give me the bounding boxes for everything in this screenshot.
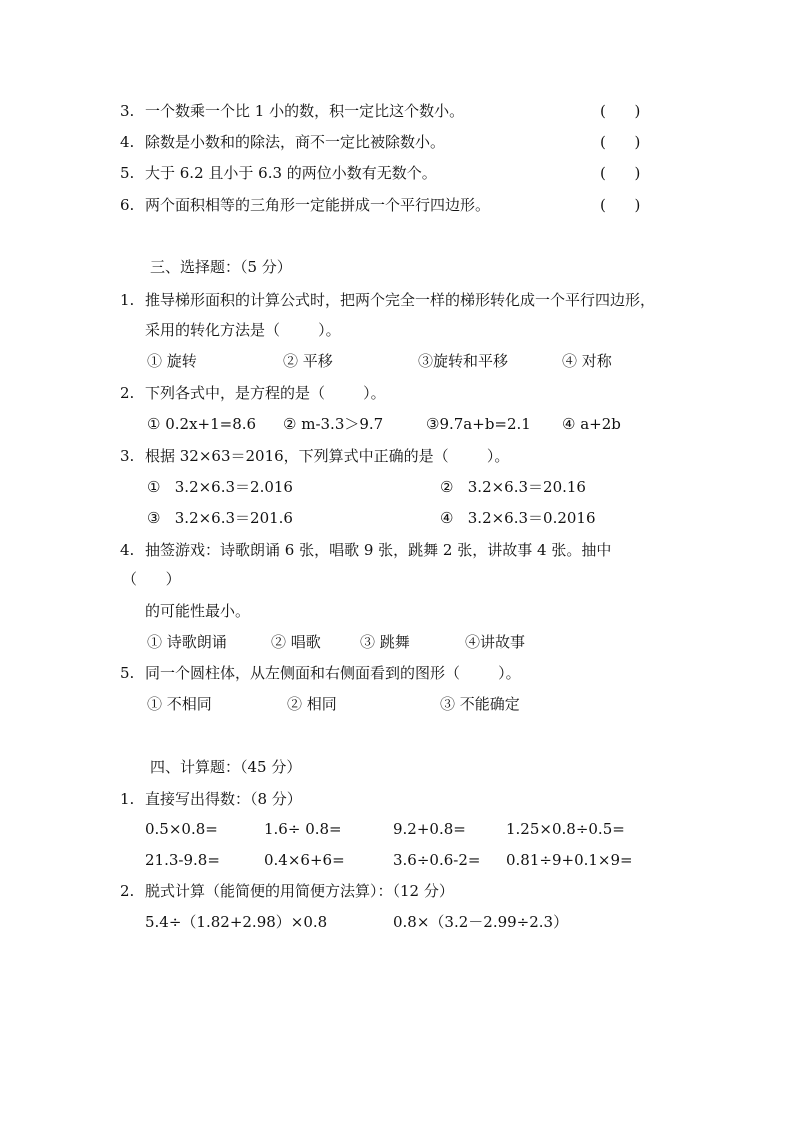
calc-q1-expr-8: 0.81÷9+0.1×9= (506, 851, 633, 869)
calc-q2-title: 脱式计算（能简便的用简便方法算）：（12 分） (145, 882, 454, 900)
calc-q1-expr-5: 21.3-9.8= (145, 851, 220, 869)
choice-q5-option-3: ③ 不能确定 (440, 695, 520, 713)
choice-q4-option-2: ② 唱歌 (271, 633, 321, 651)
choice-q3-option-4: ④ 3.2×6.3＝0.2016 (440, 509, 596, 527)
calc-q1-expr-4: 1.25×0.8÷0.5= (506, 820, 625, 838)
judgment-item-3-answer-paren: ( ) (600, 102, 641, 120)
calc-q2-expr-1: 5.4÷（1.82+2.98）×0.8 (145, 913, 328, 931)
choice-q4-text-line2: 的可能性最小。 (145, 602, 251, 620)
choice-q4-answer-paren: （ ） (122, 570, 181, 588)
choice-q4-option-1: ① 诗歌朗诵 (147, 633, 227, 651)
choice-q4-text-line1: 抽签游戏：诗歌朗诵 6 张，唱歌 9 张，跳舞 2 张，讲故事 4 张。抽中 (145, 541, 612, 559)
choice-q1-number: 1. (120, 291, 135, 309)
choice-q4-option-3: ③ 跳舞 (360, 633, 410, 651)
judgment-item-3-text: 一个数乘一个比 1 小的数，积一定比这个数小。 (145, 102, 465, 120)
choice-q1-option-1: ① 旋转 (147, 352, 197, 370)
choice-q2-option-2: ② m-3.3＞9.7 (283, 415, 384, 433)
choice-q1-text-line1: 推导梯形面积的计算公式时，把两个完全一样的梯形转化成一个平行四边形， (145, 291, 656, 309)
judgment-item-5-number: 5. (120, 164, 135, 182)
choice-q2-option-4: ④ a+2b (562, 415, 621, 433)
choice-q2-number: 2. (120, 384, 135, 402)
choice-q5-text: 同一个圆柱体，从左侧面和右侧面看到的图形（ ）。 (145, 664, 521, 682)
calc-q1-expr-2: 1.6÷ 0.8= (264, 820, 342, 838)
judgment-item-5-answer-paren: ( ) (600, 164, 641, 182)
judgment-item-6-number: 6. (120, 196, 135, 214)
choice-q1-option-3: ③旋转和平移 (418, 352, 509, 370)
calc-q2-expr-2: 0.8×（3.2－2.99÷2.3） (393, 913, 569, 931)
judgment-item-6-answer-paren: ( ) (600, 196, 641, 214)
choice-q4-number: 4. (120, 541, 135, 559)
choice-q1-option-4: ④ 对称 (562, 352, 612, 370)
choice-q3-option-2: ② 3.2×6.3＝20.16 (440, 478, 586, 496)
calc-q1-expr-3: 9.2+0.8= (393, 820, 466, 838)
calc-q2-number: 2. (120, 882, 135, 900)
choice-q3-text: 根据 32×63＝2016，下列算式中正确的是（ ）。 (145, 447, 510, 465)
choice-q5-option-1: ① 不相同 (147, 695, 212, 713)
judgment-item-4-answer-paren: ( ) (600, 133, 641, 151)
choice-q2-option-1: ① 0.2x+1=8.6 (147, 415, 257, 433)
calc-q1-expr-1: 0.5×0.8= (145, 820, 218, 838)
choice-q3-option-1: ① 3.2×6.3＝2.016 (147, 478, 293, 496)
calc-q1-number: 1. (120, 790, 135, 808)
choice-q1-option-2: ② 平移 (283, 352, 333, 370)
choice-q1-text-line2: 采用的转化方法是（ ）。 (145, 321, 341, 339)
choice-q5-number: 5. (120, 664, 135, 682)
choice-q5-option-2: ② 相同 (287, 695, 337, 713)
calc-q1-expr-7: 3.6÷0.6-2= (393, 851, 481, 869)
choice-q3-option-3: ③ 3.2×6.3＝201.6 (147, 509, 293, 527)
choice-q2-text: 下列各式中，是方程的是（ ）。 (145, 384, 386, 402)
choice-section-heading: 三、选择题：（5 分） (150, 258, 292, 276)
calc-q1-expr-6: 0.4×6+6= (264, 851, 345, 869)
judgment-item-4-text: 除数是小数和的除法，商不一定比被除数小。 (145, 133, 446, 151)
choice-q3-number: 3. (120, 447, 135, 465)
judgment-item-4-number: 4. (120, 133, 135, 151)
calc-q1-title: 直接写出得数：（8 分） (145, 790, 302, 808)
judgment-item-5-text: 大于 6.2 且小于 6.3 的两位小数有无数个。 (145, 164, 437, 182)
choice-q2-option-3: ③9.7a+b=2.1 (426, 415, 531, 433)
judgment-item-3-number: 3. (120, 102, 135, 120)
choice-q4-option-4: ④讲故事 (465, 633, 526, 651)
judgment-item-6-text: 两个面积相等的三角形一定能拼成一个平行四边形。 (145, 196, 491, 214)
calc-section-heading: 四、计算题：（45 分） (150, 758, 302, 776)
